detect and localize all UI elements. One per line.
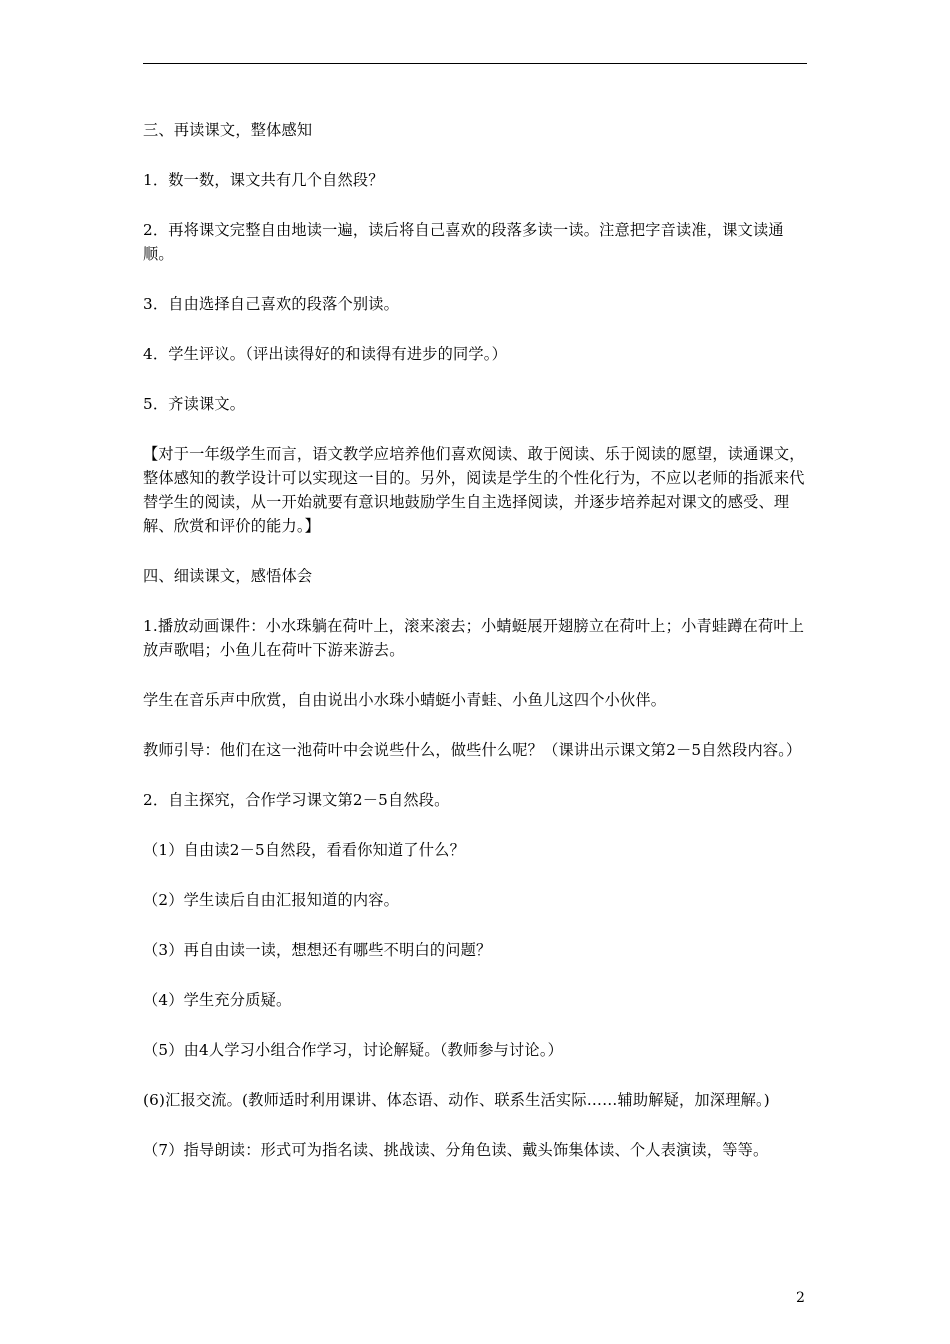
list-item: (6)汇报交流。(教师适时利用课讲、体态语、动作、联系生活实际……辅助解疑，加深理解。) — [143, 1091, 770, 1109]
list-item: （7）指导朗读：形式可为指名读、挑战读、分角色读、戴头饰集体读、个人表演读，等等。 — [143, 1141, 769, 1159]
section-heading-3: 三、再读课文，整体感知 — [143, 121, 313, 139]
paragraph: 4．学生评议。（评出读得好的和读得有进步的同学。） — [143, 345, 507, 363]
commentary-block: 【对于一年级学生而言，语文教学应培养他们喜欢阅读、敢于阅读、乐于阅读的愿望，读通课文，整体感知的教学设计可以实现这一目的。另外，阅读是学生的个性化行为，不应以老师的指派来代替学生的阅读，从一开始就要有意识地鼓励学生自主选择阅读，并逐步培养起对课文的感受、理解、欣赏和评价的能力。】 — [143, 445, 805, 535]
document-body — [143, 118, 809, 1188]
list-item: （3）再自由读一读，想想还有哪些不明白的问题？ — [143, 941, 492, 959]
paragraph: 2．自主探究，合作学习课文第2－5自然段。 — [143, 791, 450, 809]
page-number: 2 — [796, 1290, 805, 1306]
list-item: （4）学生充分质疑。 — [143, 991, 292, 1009]
paragraph: 2．再将课文完整自由地读一遍，读后将自己喜欢的段落多读一读。注意把字音读准，课文读通顺。 — [143, 221, 784, 263]
paragraph: 3．自由选择自己喜欢的段落个别读。 — [143, 295, 400, 313]
list-item: （2）学生读后自由汇报知道的内容。 — [143, 891, 400, 909]
header-rule — [143, 63, 807, 64]
list-item: （1）自由读2－5自然段，看看你知道了什么？ — [143, 841, 465, 859]
list-item: （5）由4人学习小组合作学习，讨论解疑。（教师参与讨论。） — [143, 1041, 563, 1059]
paragraph: 1.播放动画课件：小水珠躺在荷叶上，滚来滚去；小蜻蜓展开翅膀立在荷叶上；小青蛙蹲在荷叶上放声歌唱；小鱼儿在荷叶下游来游去。 — [143, 617, 805, 659]
paragraph: 学生在音乐声中欣赏，自由说出小水珠小蜻蜓小青蛙、小鱼儿这四个小伙伴。 — [143, 691, 667, 709]
paragraph: 5．齐读课文。 — [143, 395, 246, 413]
paragraph: 教师引导：他们在这一池荷叶中会说些什么，做些什么呢？（课讲出示课文第2－5自然段内容。） — [143, 741, 802, 759]
paragraph: 1．数一数，课文共有几个自然段？ — [143, 171, 384, 189]
section-heading-4: 四、细读课文，感悟体会 — [143, 567, 313, 585]
